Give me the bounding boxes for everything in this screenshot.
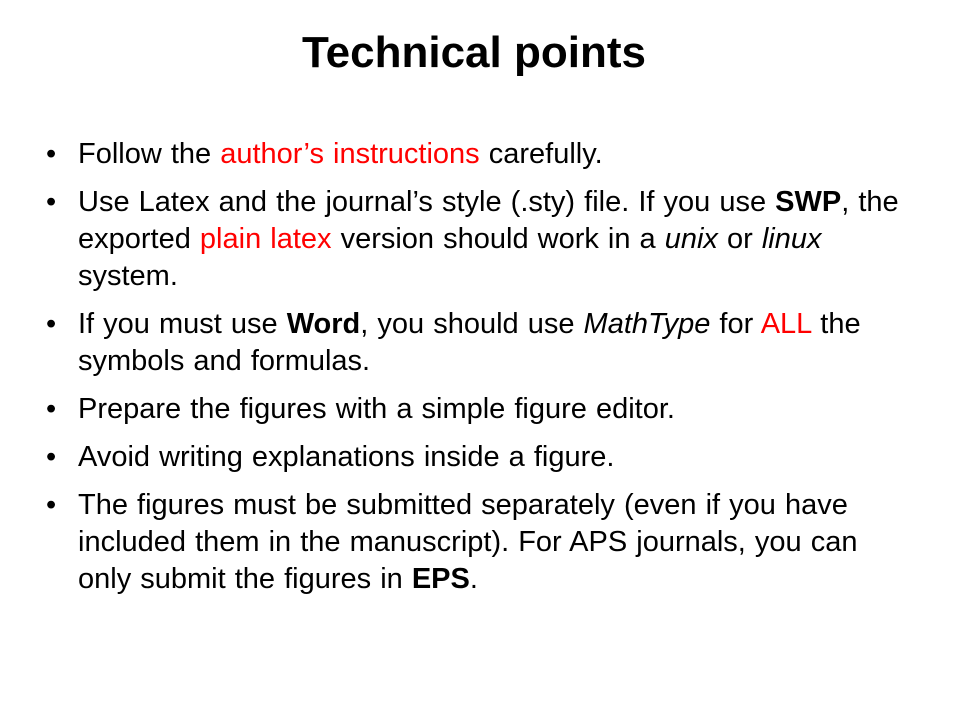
bullet-dot-icon: •	[46, 393, 57, 425]
bullet-item-avoid-explanations	[46, 439, 906, 476]
bullet-text: , the exported	[78, 186, 899, 255]
bullet-text: Follow the	[78, 138, 221, 170]
bullet-item-word	[46, 306, 906, 380]
bold-text: Word	[286, 308, 361, 340]
bullet-dot-icon: •	[46, 308, 57, 340]
bullet-dot-icon: •	[46, 186, 57, 218]
italic-text: linux	[761, 223, 822, 255]
bullet-item-submit-separately	[46, 487, 906, 598]
bold-text: SWP	[775, 186, 842, 218]
bullet-item-latex	[46, 184, 906, 295]
bullet-text: carefully.	[479, 138, 603, 170]
italic-text: MathType	[583, 308, 711, 340]
bullet-text: , you should use	[360, 308, 584, 340]
bullet-dot-icon: •	[46, 138, 57, 170]
slide-title: Technical points	[302, 28, 646, 77]
italic-text: unix	[664, 223, 718, 255]
bullet-text: Use Latex and the journal’s style (.sty) file. If you use	[78, 186, 776, 218]
bullet-list	[46, 136, 906, 609]
bullet-text: for	[710, 308, 761, 340]
bullet-text: .	[469, 563, 478, 595]
bullet-text: If you must use	[78, 308, 287, 340]
bullet-dot-icon: •	[46, 441, 57, 473]
bullet-text: the symbols and formulas.	[78, 308, 861, 377]
bullet-text: Prepare the figures with a simple figure editor.	[78, 393, 675, 425]
bullet-text: Avoid writing explanations inside a figure.	[78, 441, 615, 473]
bullet-text: The figures must be submitted separately (even if you have included them in the manuscript). For APS journals, you can only submit the figures in	[78, 489, 858, 595]
bullet-item-follow-instructions	[46, 136, 906, 173]
highlight-text: plain latex	[199, 223, 332, 255]
bullet-text: or	[717, 223, 762, 255]
highlight-text: author’s instructions	[220, 138, 480, 170]
bold-text: EPS	[411, 563, 470, 595]
bullet-text: version should work in a	[331, 223, 665, 255]
bullet-dot-icon: •	[46, 489, 57, 521]
bullet-text: system.	[78, 260, 178, 292]
bullet-item-figure-editor	[46, 391, 906, 428]
highlight-text: ALL	[760, 308, 812, 340]
